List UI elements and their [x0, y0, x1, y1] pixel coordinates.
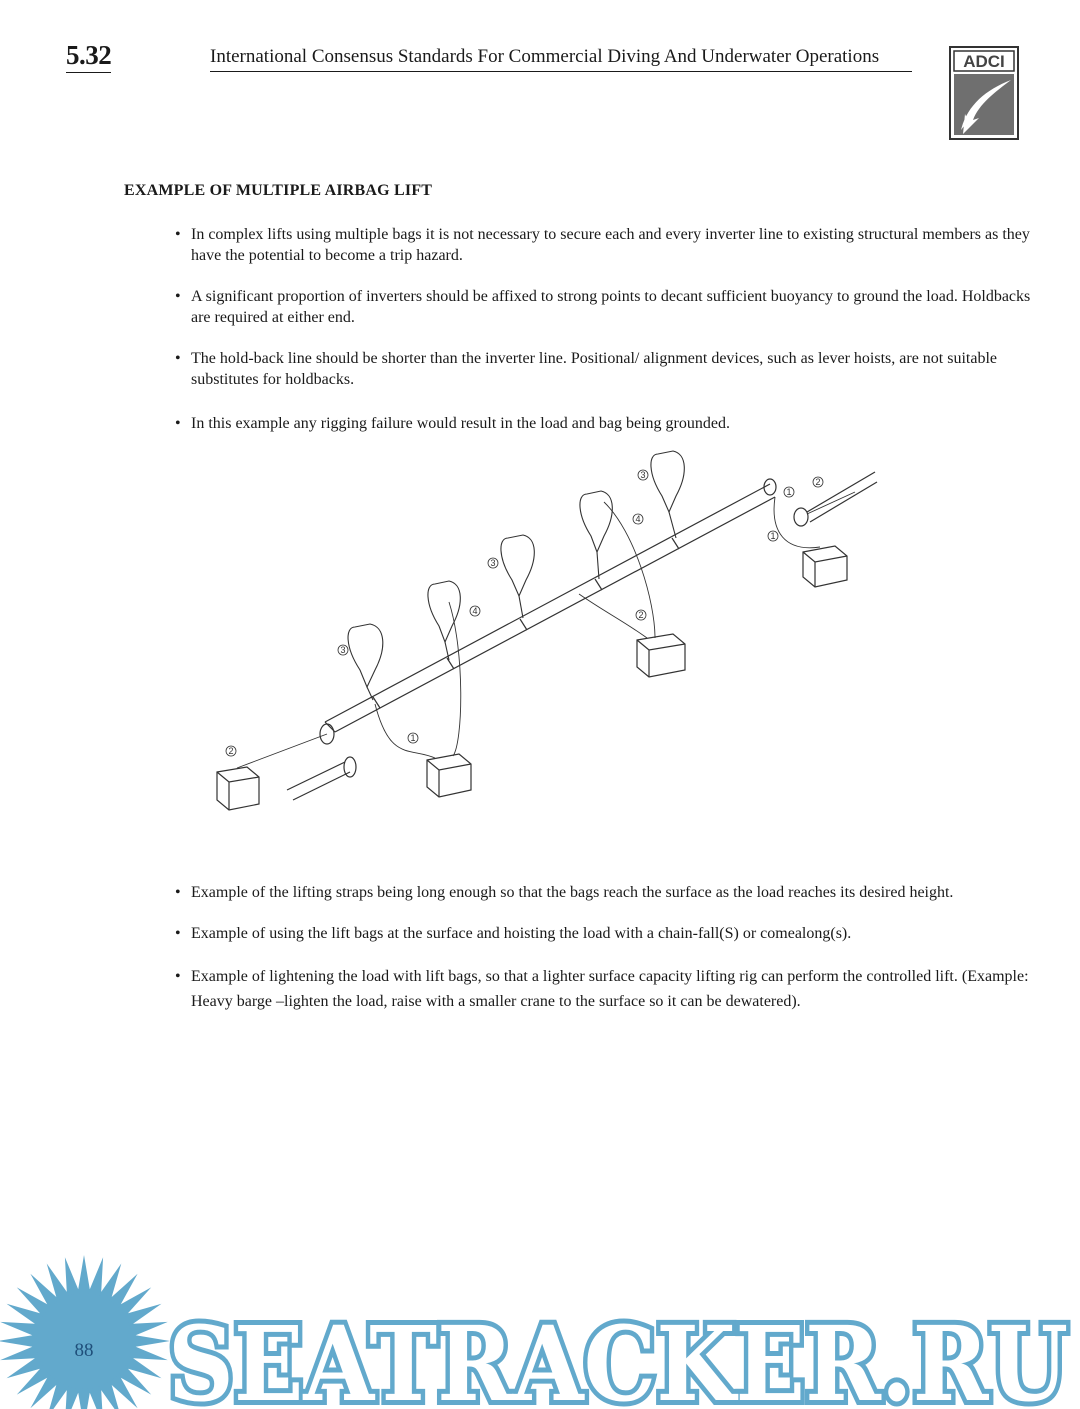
watermark-text: SEATRACKER.RU: [168, 1304, 1068, 1409]
bullet-item: • Example of the lifting straps being long enough so that the bags reach the surface as the load reaches its desired height.: [175, 882, 1035, 903]
callout: [470, 606, 480, 616]
anchor-block: [427, 754, 471, 797]
callout: [784, 487, 794, 497]
lift-bag: [501, 535, 534, 618]
svg-text:2: 2: [815, 477, 821, 487]
pipe-section: [287, 762, 345, 790]
anchor-block: [803, 546, 847, 587]
pipe-flange: [344, 757, 356, 777]
callout: [408, 733, 418, 743]
bullet-item: • In complex lifts using multiple bags it is not necessary to secure each and every inverter line to existing structural members as they have the potential to become a trip hazard.: [175, 224, 1035, 266]
bullet-item: • The hold-back line should be shorter than the inverter line. Positional/ alignment devices, such as lever hoists, are not suitable substitutes for holdbacks.: [175, 348, 1035, 390]
bullet-item: • Example of lightening the load with lift bags, so that a lighter surface capacity lifting rig can perform the controlled lift. (Example: Heavy barge –lighten the load, raise with a smaller crane to the surface so it can be dewatered).: [175, 964, 1035, 1014]
pipe: [335, 497, 775, 732]
svg-text:1: 1: [786, 487, 792, 497]
lift-bag: [651, 451, 684, 538]
bullet-item: • In this example any rigging failure would result in the load and bag being grounded.: [175, 413, 1035, 434]
svg-text:3: 3: [640, 470, 646, 480]
callout: [488, 558, 498, 568]
adci-logo: [949, 46, 1019, 140]
callout: [636, 610, 646, 620]
section-number: 5.32: [66, 40, 111, 73]
callout: [638, 470, 648, 480]
page-number: 88: [74, 1340, 94, 1361]
lift-bag: [428, 581, 460, 660]
seatracker-watermark: [0, 1245, 1080, 1409]
callout: [768, 531, 778, 541]
callout: [338, 645, 348, 655]
svg-text:1: 1: [770, 531, 776, 541]
bullet-item: • A significant proportion of inverters should be affixed to strong points to decant sufficient buoyancy to ground the load. Holdbacks are required at either end.: [175, 286, 1035, 328]
svg-text:2: 2: [228, 746, 234, 756]
bottom-bullet-list: [175, 882, 1035, 1014]
pipe-flange: [764, 479, 776, 495]
lift-bag: [580, 491, 612, 579]
running-title: International Consensus Standards For Commercial Diving And Underwater Operations: [210, 45, 912, 72]
callout: [226, 746, 236, 756]
logo-text: ADCI: [963, 52, 1005, 71]
sun-icon: [0, 1255, 170, 1409]
svg-text:3: 3: [340, 645, 346, 655]
section-heading: EXAMPLE OF MULTIPLE AIRBAG LIFT: [124, 182, 433, 199]
pipe: [325, 484, 770, 722]
pipe-flange: [794, 508, 808, 526]
anchor-block: [217, 767, 259, 810]
callout: [633, 514, 643, 524]
callout: [813, 477, 823, 487]
svg-text:3: 3: [490, 558, 496, 568]
svg-text:4: 4: [472, 606, 478, 616]
anchor-block: [637, 634, 685, 677]
lift-bag: [348, 624, 383, 700]
top-bullet-list: [175, 224, 1035, 434]
multiple-airbag-lift-diagram: [195, 442, 910, 842]
svg-text:2: 2: [638, 610, 644, 620]
bullet-item: • Example of using the lift bags at the surface and hoisting the load with a chain-fall(S) or comealong(s).: [175, 923, 1035, 944]
svg-text:4: 4: [635, 514, 641, 524]
svg-text:1: 1: [410, 733, 416, 743]
